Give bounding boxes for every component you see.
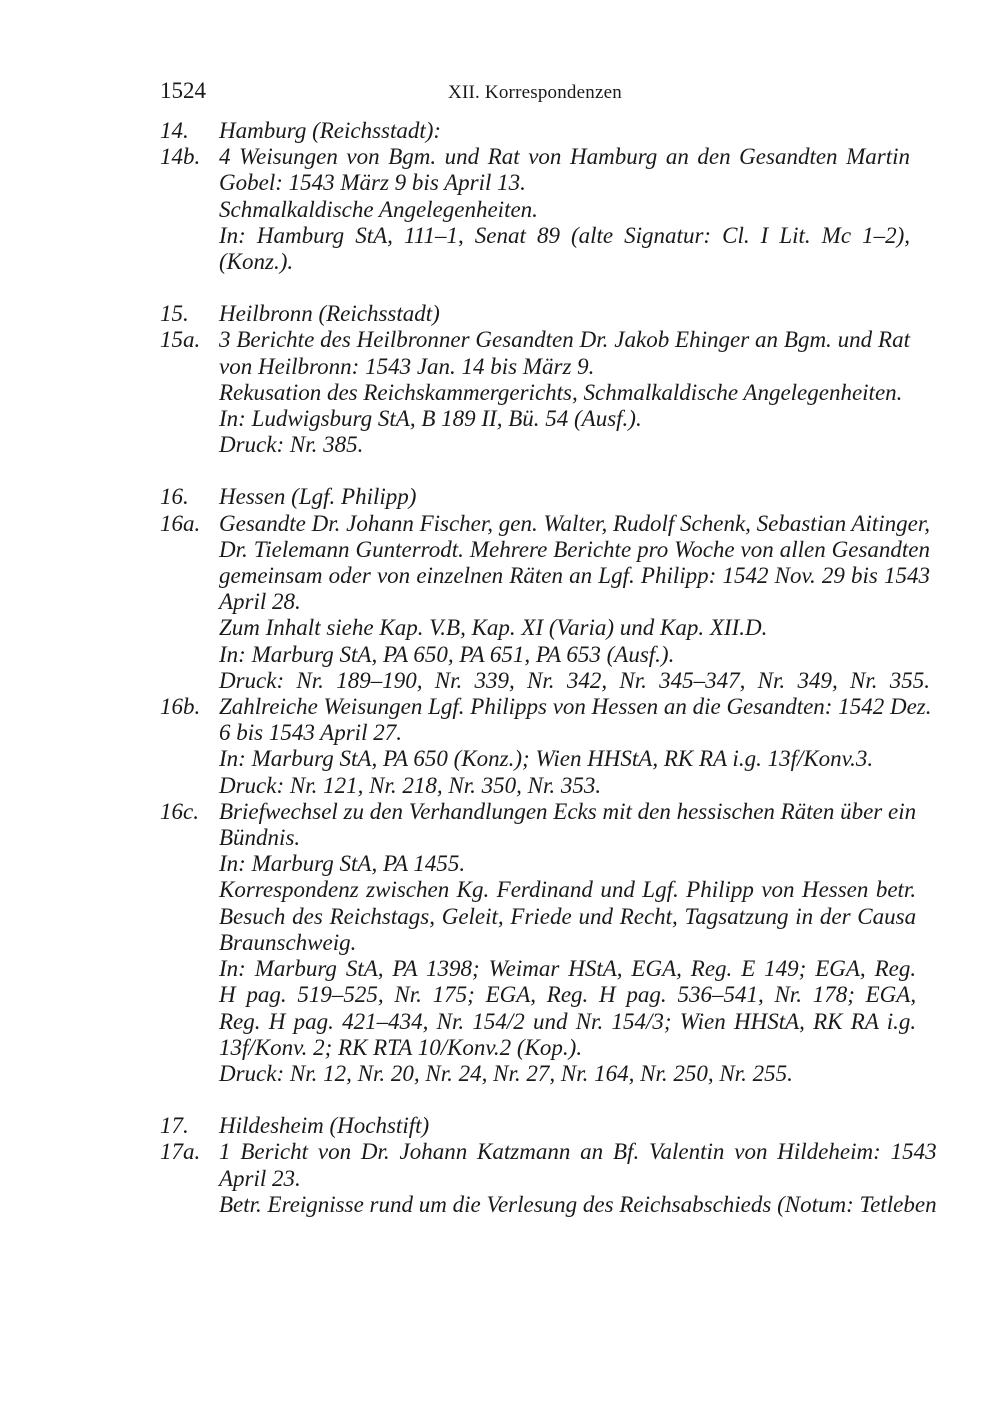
text-line: In: Ludwigsburg StA, B 189 II, Bü. 54 (Ausf.). — [219, 406, 642, 432]
text-line: Druck: Nr. 12, Nr. 20, Nr. 24, Nr. 27, Nr. 164, Nr. 250, Nr. 255. — [219, 1060, 793, 1086]
list-item — [160, 694, 932, 799]
text-line: H pag. 519–525, Nr. 175; EGA, Reg. H pag. 536–541, Nr. 178; EGA, — [219, 982, 917, 1008]
text-line: 1 Bericht von Dr. Johann Katzmann an Bf. Valentin von Hildeheim: 1543 — [219, 1139, 937, 1165]
entry-group — [160, 301, 910, 458]
entry-text — [219, 118, 910, 144]
entry-text — [219, 484, 910, 510]
text-line: Braunschweig. — [219, 929, 357, 955]
entry-number: 15. — [160, 301, 189, 327]
text-line: Gobel: 1543 März 9 bis April 13. — [219, 170, 526, 196]
text-line: 13f/Konv. 2; RK RTA 10/Konv.2 (Kop.). — [219, 1034, 583, 1060]
text-line: Reg. H pag. 421–434, Nr. 154/2 und Nr. 154/3; Wien HHStA, RK RA i.g. — [219, 1008, 917, 1034]
entry-group — [160, 118, 910, 275]
entry-text — [219, 301, 910, 327]
text-line: Hessen (Lgf. Philipp) — [219, 484, 417, 510]
entry-text — [219, 1139, 937, 1218]
entry-text — [219, 694, 931, 799]
entry-number: 17. — [160, 1113, 189, 1139]
list-item — [160, 301, 910, 327]
entry-text — [219, 511, 930, 694]
entry-number: 14b. — [160, 144, 201, 170]
entry-text — [219, 327, 910, 458]
text-line: Bündnis. — [219, 825, 301, 851]
text-line: 4 Weisungen von Bgm. und Rat von Hamburg an den Gesandten Martin — [219, 144, 910, 170]
list-item — [160, 144, 910, 275]
list-item — [160, 118, 910, 144]
page-number: 1524 — [160, 78, 206, 103]
text-line: Gesandte Dr. Johann Fischer, gen. Walter, Rudolf Schenk, Sebastian Aitinger, — [219, 510, 931, 536]
entry-text — [219, 144, 910, 275]
entry-number: 16b. — [160, 694, 201, 720]
text-line: 6 bis 1543 April 27. — [219, 720, 402, 746]
list-item — [160, 798, 917, 1087]
list-item — [160, 484, 910, 510]
text-line: Zahlreiche Weisungen Lgf. Philipps von Hessen an die Gesandten: 1542 Dez. — [219, 694, 932, 720]
text-line: Briefwechsel zu den Verhandlungen Ecks mit den hessischen Räten über ein — [219, 798, 917, 824]
text-line: Betr. Ereignisse rund um die Verlesung des Reichsabschieds (Notum: Tetleben — [219, 1191, 937, 1217]
text-line: April 28. — [219, 589, 301, 615]
text-line: In: Marburg StA, PA 650 (Konz.); Wien HHStA, RK RA i.g. 13f/Konv.3. — [219, 746, 874, 772]
list-item — [160, 327, 910, 458]
text-line: Besuch des Reichstags, Geleit, Friede und Recht, Tagsatzung in der Causa — [219, 903, 917, 929]
entry-number: 15a. — [160, 327, 201, 353]
page-header — [160, 78, 910, 108]
entry-text — [219, 1113, 910, 1139]
list-item — [160, 510, 931, 694]
text-line: Druck: Nr. 385. — [219, 432, 364, 458]
text-line: Hamburg (Reichsstadt): — [219, 118, 442, 143]
entry-number: 16c. — [160, 798, 199, 824]
entry-group — [160, 484, 932, 1087]
entry-number: 16. — [160, 484, 189, 510]
text-line: In: Marburg StA, PA 1455. — [219, 851, 466, 877]
text-line: In: Marburg StA, PA 1398; Weimar HStA, EGA, Reg. E 149; EGA, Reg. — [219, 956, 917, 982]
text-line: 3 Berichte des Heilbronner Gesandten Dr. Jakob Ehinger an Bgm. und Rat — [219, 327, 910, 353]
entry-number: 17a. — [160, 1139, 201, 1165]
entry-number: 16a. — [160, 510, 201, 536]
text-line: In: Marburg StA, PA 650, PA 651, PA 653 (Ausf.). — [219, 641, 675, 667]
list-item — [160, 1113, 910, 1139]
entry-group — [160, 1113, 937, 1218]
entry-number: 14. — [160, 118, 189, 143]
text-line: von Heilbronn: 1543 Jan. 14 bis März 9. — [219, 353, 595, 379]
text-line: Dr. Tielemann Gunterrodt. Mehrere Berichte pro Woche von allen Gesandten — [219, 536, 931, 562]
text-line: Rekusation des Reichskammergerichts, Schmalkaldische Angelegenheiten. — [219, 379, 903, 405]
entry-text — [219, 799, 916, 1087]
text-line: Heilbronn (Reichsstadt) — [219, 301, 440, 327]
text-line: (Konz.). — [219, 249, 294, 275]
running-head: XII. Korrespondenzen — [448, 82, 622, 103]
text-line: Hildesheim (Hochstift) — [219, 1113, 430, 1139]
document-body — [160, 118, 937, 1218]
text-line: Zum Inhalt siehe Kap. V.B, Kap. XI (Varia) und Kap. XII.D. — [219, 615, 768, 641]
text-line: April 23. — [219, 1165, 301, 1191]
text-line: gemeinsam oder von einzelnen Räten an Lgf. Philipp: 1542 Nov. 29 bis 1543 — [219, 563, 931, 589]
text-line: In: Hamburg StA, 111–1, Senat 89 (alte Signatur: Cl. I Lit. Mc 1–2), — [219, 222, 910, 248]
text-line: Druck: Nr. 189–190, Nr. 339, Nr. 342, Nr. 345–347, Nr. 349, Nr. 355. — [219, 667, 931, 693]
text-line: Druck: Nr. 121, Nr. 218, Nr. 350, Nr. 353. — [219, 772, 602, 798]
list-item — [160, 1139, 937, 1218]
text-line: Schmalkaldische Angelegenheiten. — [219, 196, 538, 222]
text-line: Korrespondenz zwischen Kg. Ferdinand und Lgf. Philipp von Hessen betr. — [219, 877, 917, 903]
